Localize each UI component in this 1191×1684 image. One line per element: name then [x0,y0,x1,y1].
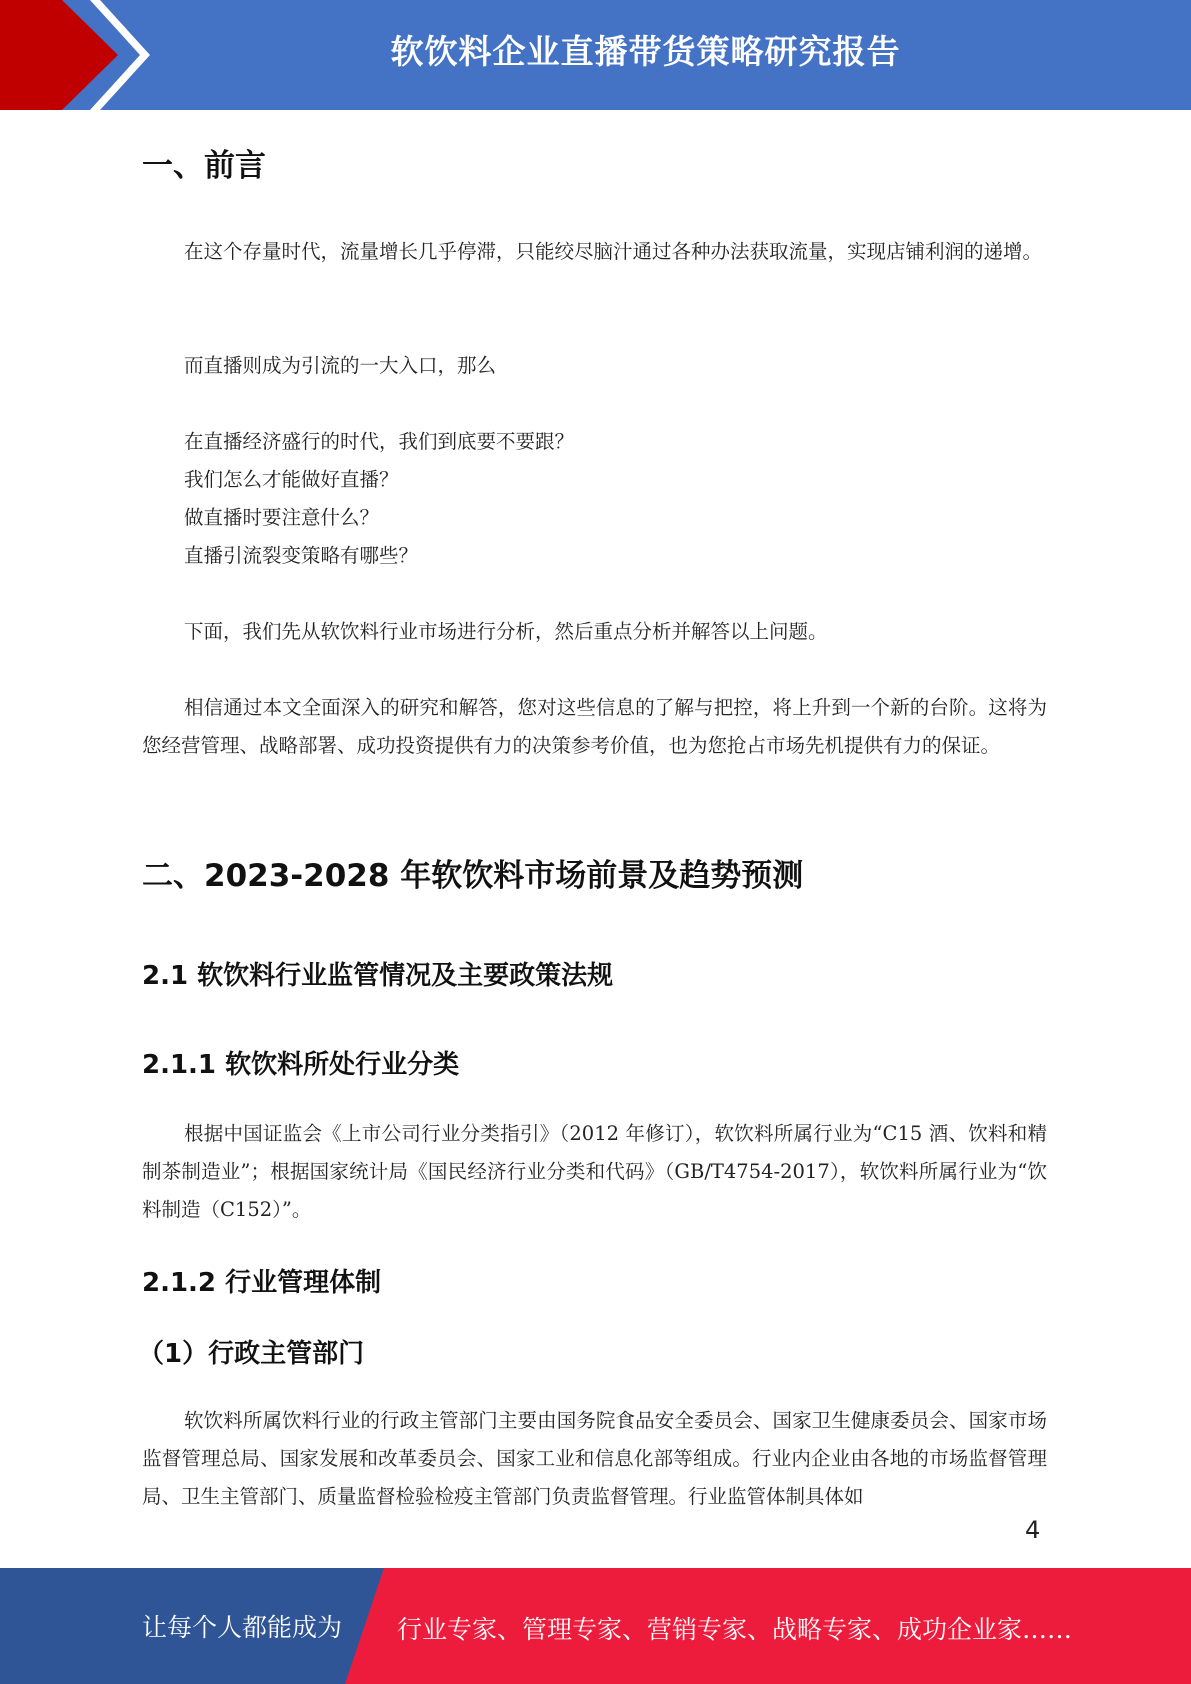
paragraph-4: 相信通过本文全面深入的研究和解答，您对这些信息的了解与把控，将上升到一个新的台阶。这将为您经营管理、战略部署、成功投资提供有力的决策参考价值，也为您抢占市场先机提供有力的保证。 [142,696,1047,757]
paragraph-6: 软饮料所属饮料行业的行政主管部门主要由国务院食品安全委员会、国家卫生健康委员会、国家市场监督管理总局、国家发展和改革委员会、国家工业和信息化部等组成。行业内企业由各地的市场监督管理局、卫生主管部门、质量监督检验检疫主管部门负责监督管理。行业监管体制具体如 [142,1409,1047,1508]
subsection-1-title: （1）行政主管部门 [138,1339,365,1369]
footer-slogan-right: 行业专家、管理专家、营销专家、战略专家、成功企业家…… [397,1615,1073,1644]
paragraph-3: 下面，我们先从软饮料行业市场进行分析，然后重点分析并解答以上问题。 [184,620,828,643]
section-2-1-title: 2.1 软饮料行业监管情况及主要政策法规 [142,961,614,991]
paragraph-5: 根据中国证监会《上市公司行业分类指引》（2012 年修订），软饮料所属行业为“C15 酒、饮料和精制茶制造业”；根据国家统计局《国民经济行业分类和代码》（GB/T4754-2017），软饮料所属行业为“饮料制造（C152）”。 [142,1122,1047,1221]
page-number: 4 [1025,1516,1041,1544]
section-2-1-1-title: 2.1.1 软饮料所处行业分类 [142,1050,460,1080]
page-footer [0,1568,1191,1684]
question-1: 在直播经济盛行的时代，我们到底要不要跟？ [184,430,575,453]
question-3: 做直播时要注意什么？ [184,506,380,529]
header-title: 软饮料企业直播带货策略研究报告 [390,32,901,71]
question-2: 我们怎么才能做好直播？ [184,468,399,491]
page-header [0,0,1191,110]
section-2-title: 二、2023-2028 年软饮料市场前景及趋势预测 [142,858,804,894]
question-4: 直播引流裂变策略有哪些？ [184,544,419,567]
footer-slogan-left: 让每个人都能成为 [142,1613,343,1642]
section-1-title: 一、前言 [142,148,266,184]
paragraph-2: 而直播则成为引流的一大入口，那么 [184,354,497,377]
section-2-1-2-title: 2.1.2 行业管理体制 [142,1268,382,1298]
paragraph-1: 在这个存量时代，流量增长几乎停滞，只能绞尽脑汁通过各种办法获取流量，实现店铺利润的递增。 [184,240,1043,263]
